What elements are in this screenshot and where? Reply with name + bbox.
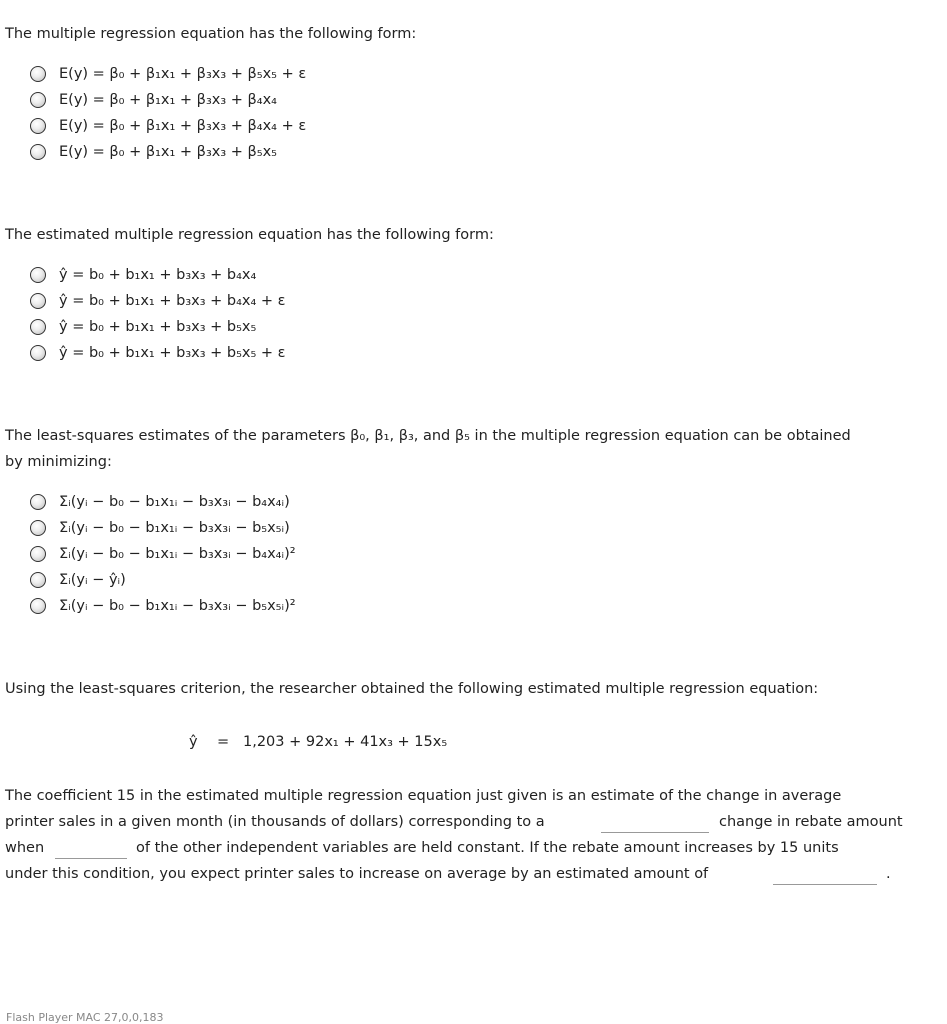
paragraph-line-3: of the other independent variables are held constant. If the rebate amount increases by 15 units (136, 840, 839, 856)
equation-lhs: ŷ (189, 734, 198, 750)
radio-button[interactable] (30, 92, 46, 108)
radio-button[interactable] (30, 319, 46, 335)
radio-button[interactable] (30, 118, 46, 134)
equation-equals: = (217, 734, 230, 750)
equation-rhs: 1,203 + 92x₁ + 41x₃ + 15x₅ (243, 734, 448, 750)
option-label: Σᵢ(yᵢ − ŷᵢ) (59, 572, 126, 588)
q3-option-2[interactable] (30, 516, 290, 540)
q2-option-2[interactable] (30, 289, 286, 313)
q2-option-1[interactable] (30, 263, 256, 287)
radio-button[interactable] (30, 345, 46, 361)
q3-option-1[interactable] (30, 490, 290, 514)
unit-change-dropdown[interactable] (601, 818, 709, 833)
q2-option-3[interactable] (30, 315, 256, 339)
q3-option-5[interactable] (30, 594, 296, 618)
radio-button[interactable] (30, 66, 46, 82)
option-label: ŷ = b₀ + b₁x₁ + b₃x₃ + b₅x₅ (59, 319, 257, 335)
q3-option-3[interactable] (30, 542, 296, 566)
radio-button[interactable] (30, 572, 46, 588)
option-label: Σᵢ(yᵢ − b₀ − b₁x₁ᵢ − b₃x₃ᵢ − b₅x₅ᵢ) (59, 520, 290, 536)
period: . (886, 866, 891, 882)
q2-option-4[interactable] (30, 341, 286, 365)
paragraph-line-2: printer sales in a given month (in thousands of dollars) corresponding to a (5, 814, 545, 830)
question-3-prompt-line-1: The least-squares estimates of the parameters β₀, β₁, β₃, and β₅ in the multiple regression equation can be obtained (5, 428, 851, 444)
variables-dropdown[interactable] (55, 844, 127, 859)
radio-button[interactable] (30, 520, 46, 536)
q1-option-2[interactable] (30, 88, 277, 112)
q1-option-3[interactable] (30, 114, 306, 138)
radio-button[interactable] (30, 267, 46, 283)
radio-button[interactable] (30, 598, 46, 614)
paragraph-line-2-end: change in rebate amount (719, 814, 903, 830)
option-label: E(y) = β₀ + β₁x₁ + β₃x₃ + β₄x₄ + ε (59, 118, 307, 134)
question-1-prompt: The multiple regression equation has the following form: (5, 26, 417, 42)
question-3-prompt-line-2: by minimizing: (5, 454, 112, 470)
paragraph-line-3-start: when (5, 840, 45, 856)
q3-option-4[interactable] (30, 568, 126, 592)
option-label: ŷ = b₀ + b₁x₁ + b₃x₃ + b₄x₄ (59, 267, 257, 283)
option-label: E(y) = β₀ + β₁x₁ + β₃x₃ + β₅x₅ + ε (59, 66, 307, 82)
option-label: ŷ = b₀ + b₁x₁ + b₃x₃ + b₅x₅ + ε (59, 345, 286, 361)
radio-button[interactable] (30, 293, 46, 309)
option-label: Σᵢ(yᵢ − b₀ − b₁x₁ᵢ − b₃x₃ᵢ − b₄x₄ᵢ)² (59, 546, 296, 562)
footer-version: Flash Player MAC 27,0,0,183 (6, 1011, 164, 1024)
radio-button[interactable] (30, 144, 46, 160)
option-label: E(y) = β₀ + β₁x₁ + β₃x₃ + β₄x₄ (59, 92, 277, 108)
question-4-prompt: Using the least-squares criterion, the researcher obtained the following estimated multiple regression equation: (5, 681, 819, 697)
option-label: E(y) = β₀ + β₁x₁ + β₃x₃ + β₅x₅ (59, 144, 277, 160)
q1-option-4[interactable] (30, 140, 277, 164)
question-2-prompt: The estimated multiple regression equation has the following form: (5, 227, 494, 243)
radio-button[interactable] (30, 494, 46, 510)
radio-button[interactable] (30, 546, 46, 562)
paragraph-line-4: under this condition, you expect printer sales to increase on average by an estimated amount of (5, 866, 709, 882)
option-label: ŷ = b₀ + b₁x₁ + b₃x₃ + b₄x₄ + ε (59, 293, 286, 309)
paragraph-line-1: The coefficient 15 in the estimated multiple regression equation just given is an estimate of the change in average (5, 788, 842, 804)
q1-option-1[interactable] (30, 62, 306, 86)
option-label: Σᵢ(yᵢ − b₀ − b₁x₁ᵢ − b₃x₃ᵢ − b₄x₄ᵢ) (59, 494, 290, 510)
amount-input[interactable] (773, 870, 877, 885)
option-label: Σᵢ(yᵢ − b₀ − b₁x₁ᵢ − b₃x₃ᵢ − b₅x₅ᵢ)² (59, 598, 296, 614)
